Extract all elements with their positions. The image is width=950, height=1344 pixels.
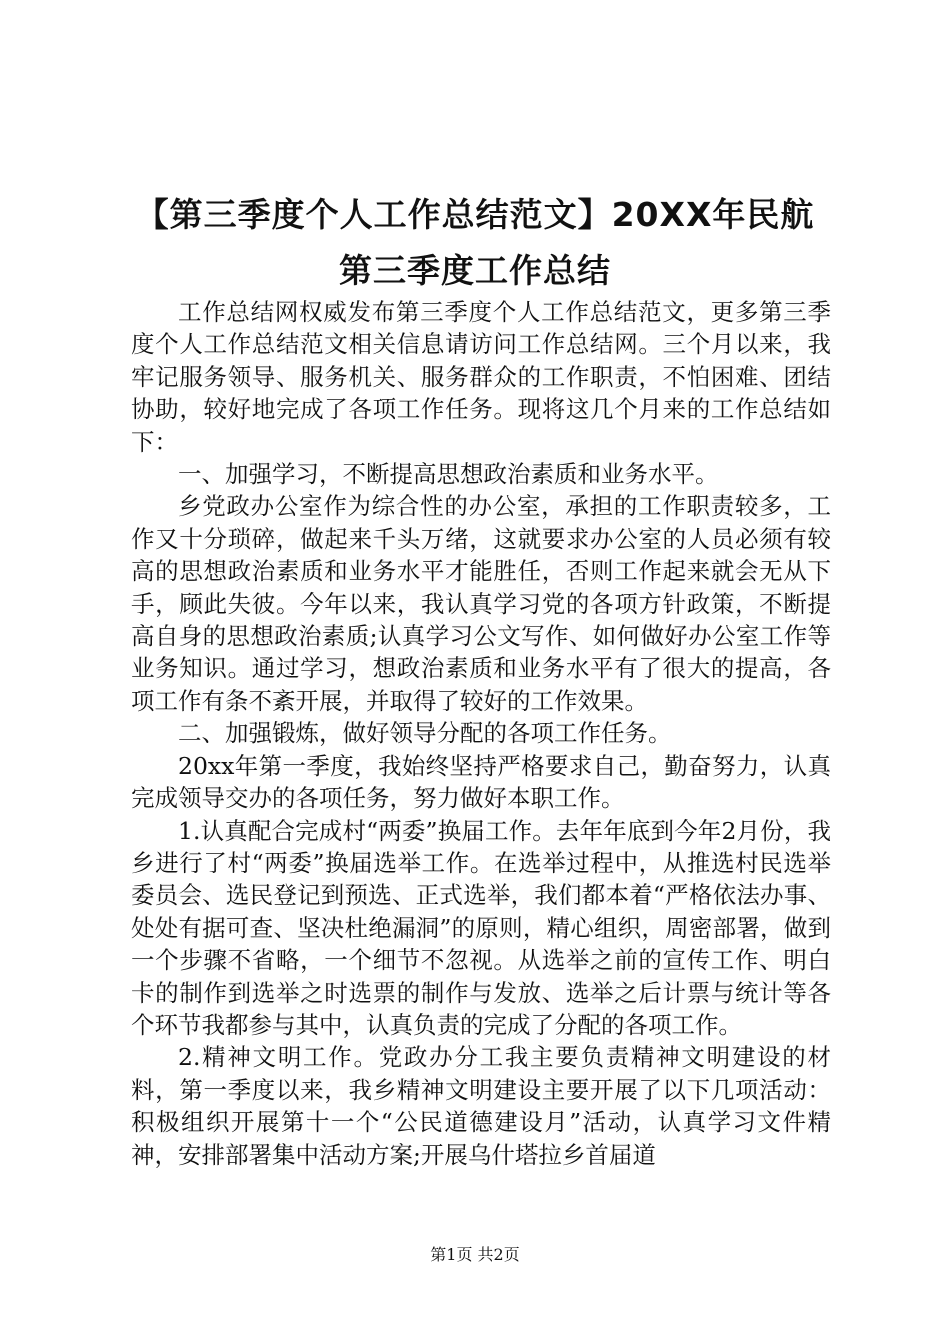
title-line-1: 【第三季度个人工作总结范文】20XX年民航 — [135, 195, 815, 234]
paragraph: 20xx年第一季度，我始终坚持严格要求自己，勤奋努力，认真完成领导交办的各项任务，努力做好本职工作。 — [131, 751, 831, 813]
section-heading-1: 一、加强学习，不断提高思想政治素质和业务水平。 — [178, 460, 719, 489]
paragraph: 1.认真配合完成村“两委”换届工作。去年年底到今年2月份，我乡进行了村“两委”换届选举工作。在选举过程中，从推选村民选举委员会、选民登记到预选、正式选举，我们都本着“严格依法办事、处处有据可查、坚决杜绝漏洞”的原则，精心组织，周密部署，做到一个步骤不省略，一个细节不忽视。从选举之前的宣传工作、明白卡的制作到选举之时选票的制作与发放、选举之后计票与统计等各个环节我都参与其中，认真负责的完成了分配的各项工作。 — [131, 816, 831, 1039]
paragraph-intro: 工作总结网权威发布第三季度个人工作总结范文，更多第三季度个人工作总结范文相关信息请访问工作总结网。三个月以来，我牢记服务领导、服务机关、服务群众的工作职责，不怕困难、团结协助，较好地完成了各项工作任务。现将这几个月来的工作总结如下： — [131, 298, 831, 456]
paragraph: 2.精神文明工作。党政办分工我主要负责精神文明建设的材料，第一季度以来，我乡精神文明建设主要开展了以下几项活动：积极组织开展第十一个“公民道德建设月”活动，认真学习文件精神，安排部署集中活动方案;开展乌什塔拉乡首届道 — [131, 1043, 831, 1169]
section-heading-2: 二、加强锻炼，做好领导分配的各项工作任务。 — [178, 719, 672, 748]
paragraph: 乡党政办公室作为综合性的办公室，承担的工作职责较多，工作又十分琐碎，做起来千头万绪，这就要求办公室的人员必须有较高的思想政治素质和业务水平才能胜任，否则工作起来就会无从下手，顾此失彼。今年以来，我认真学习党的各项方针政策，不断提高自身的思想政治素质;认真学习公文写作、如何做好办公室工作等业务知识。通过学习，想政治素质和业务水平有了很大的提高，各项工作有条不紊开展，并取得了较好的工作效果。 — [131, 492, 831, 715]
title-line-2: 第三季度工作总结 — [339, 251, 611, 290]
page-footer: 第1页 共2页 — [430, 1245, 520, 1264]
document-body — [131, 296, 831, 1171]
